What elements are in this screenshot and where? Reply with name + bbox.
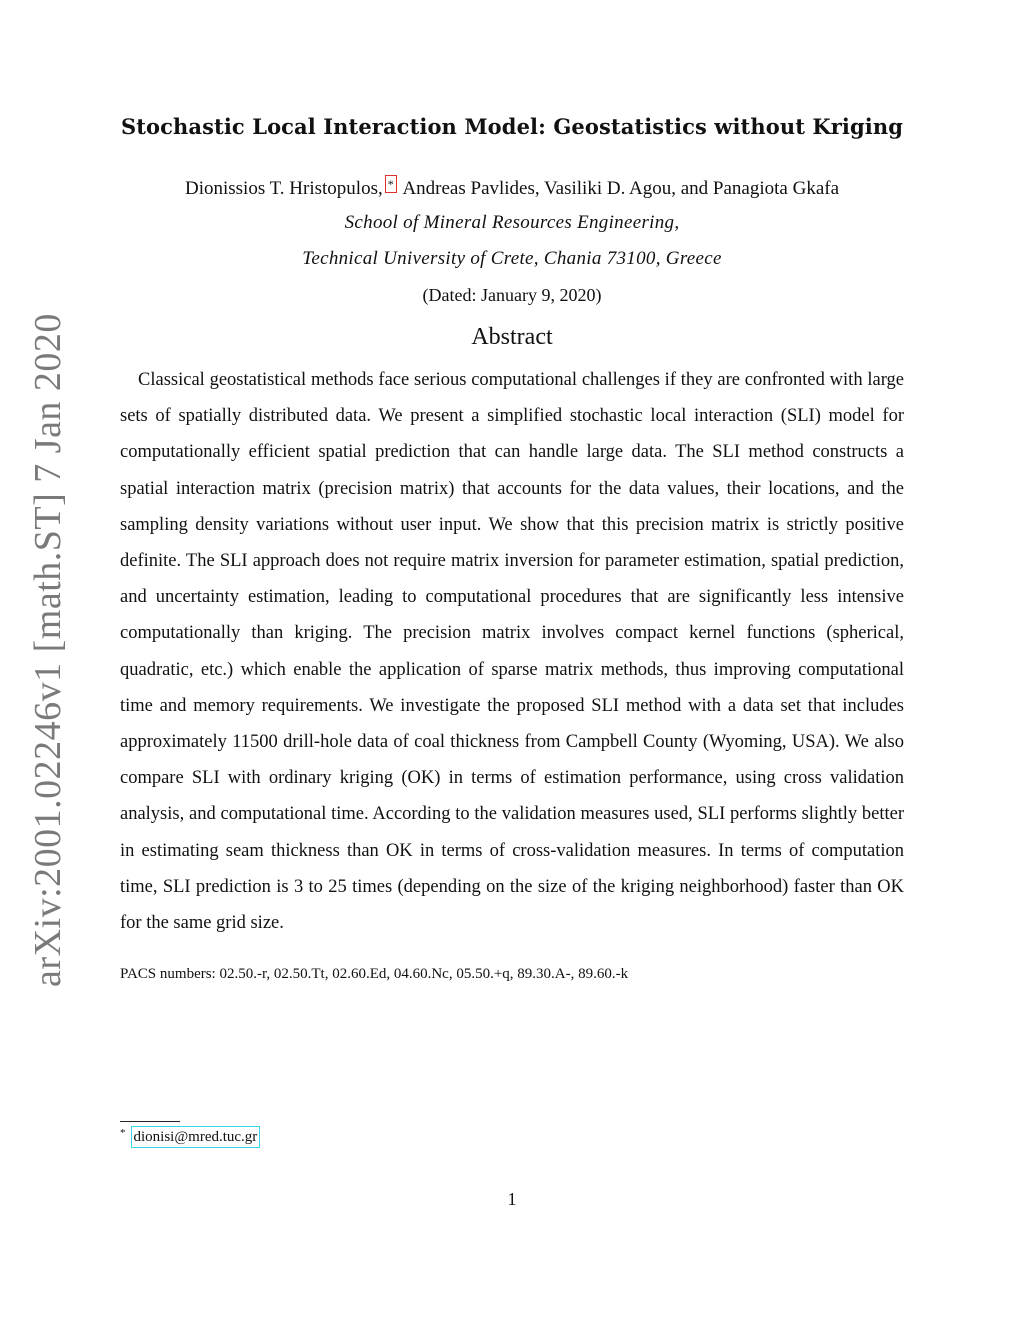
- dated-line: (Dated: January 9, 2020): [422, 285, 602, 305]
- arxiv-identifier-stamp[interactable]: arXiv:2001.02246v1 [math.ST] 7 Jan 2020: [27, 313, 69, 987]
- affiliation-line-2: Technical University of Crete, Chania 73100, Greece: [302, 248, 722, 269]
- page-number: 1: [507, 1189, 517, 1209]
- footnote: [120, 1126, 260, 1148]
- first-author: Dionissios T. Hristopulos,: [184, 178, 383, 199]
- pacs-numbers: PACS numbers: 02.50.-r, 02.50.Tt, 02.60.Ed, 04.60.Nc, 05.50.+q, 89.30.A-, 89.60.-k: [120, 966, 629, 982]
- footnote-divider: [120, 1121, 180, 1122]
- author-footnote-link[interactable]: *: [385, 175, 397, 193]
- author-list: [0, 175, 1024, 200]
- other-authors: Andreas Pavlides, Vasiliki D. Agou, and Panagiota Gkafa: [402, 178, 840, 199]
- abstract-body: Classical geostatistical methods face serious computational challenges if they are confronted with large sets of spatially distributed data. We present a simplified stochastic local interaction (SLI) model for computationally efficient spatial prediction that can handle large data. The SLI method constructs a spatial interaction matrix (precision matrix) that accounts for the data values, their locations, and the sampling density variations without user input. We show that this precision matrix is strictly positive definite. The SLI approach does not require matrix inversion for parameter estimation, spatial prediction, and uncertainty estimation, leading to computational procedures that are significantly less intensive computationally than kriging. The precision matrix involves compact kernel functions (spherical, quadratic, etc.) which enable the application of sparse matrix methods, thus improving computational time and memory requirements. We investigate the proposed SLI method with a data set that includes approximately 11500 drill-hole data of coal thickness from Campbell County (Wyoming, USA). We also compare SLI with ordinary kriging (OK) in terms of estimation performance, using cross validation analysis, and computational time. According to the validation measures used, SLI performs slightly better in estimating seam thickness than OK in terms of cross-validation measures. In terms of computation time, SLI prediction is 3 to 25 times (depending on the size of the kriging neighborhood) faster than OK for the same grid size.: [120, 370, 904, 934]
- footnote-marker: *: [120, 1127, 126, 1139]
- abstract-heading: Abstract: [471, 324, 553, 350]
- affiliation-line-1: School of Mineral Resources Engineering,: [344, 212, 680, 233]
- paper-title: Stochastic Local Interaction Model: Geostatistics without Kriging: [120, 114, 904, 139]
- email-link[interactable]: dionisi@mred.tuc.gr: [131, 1126, 261, 1148]
